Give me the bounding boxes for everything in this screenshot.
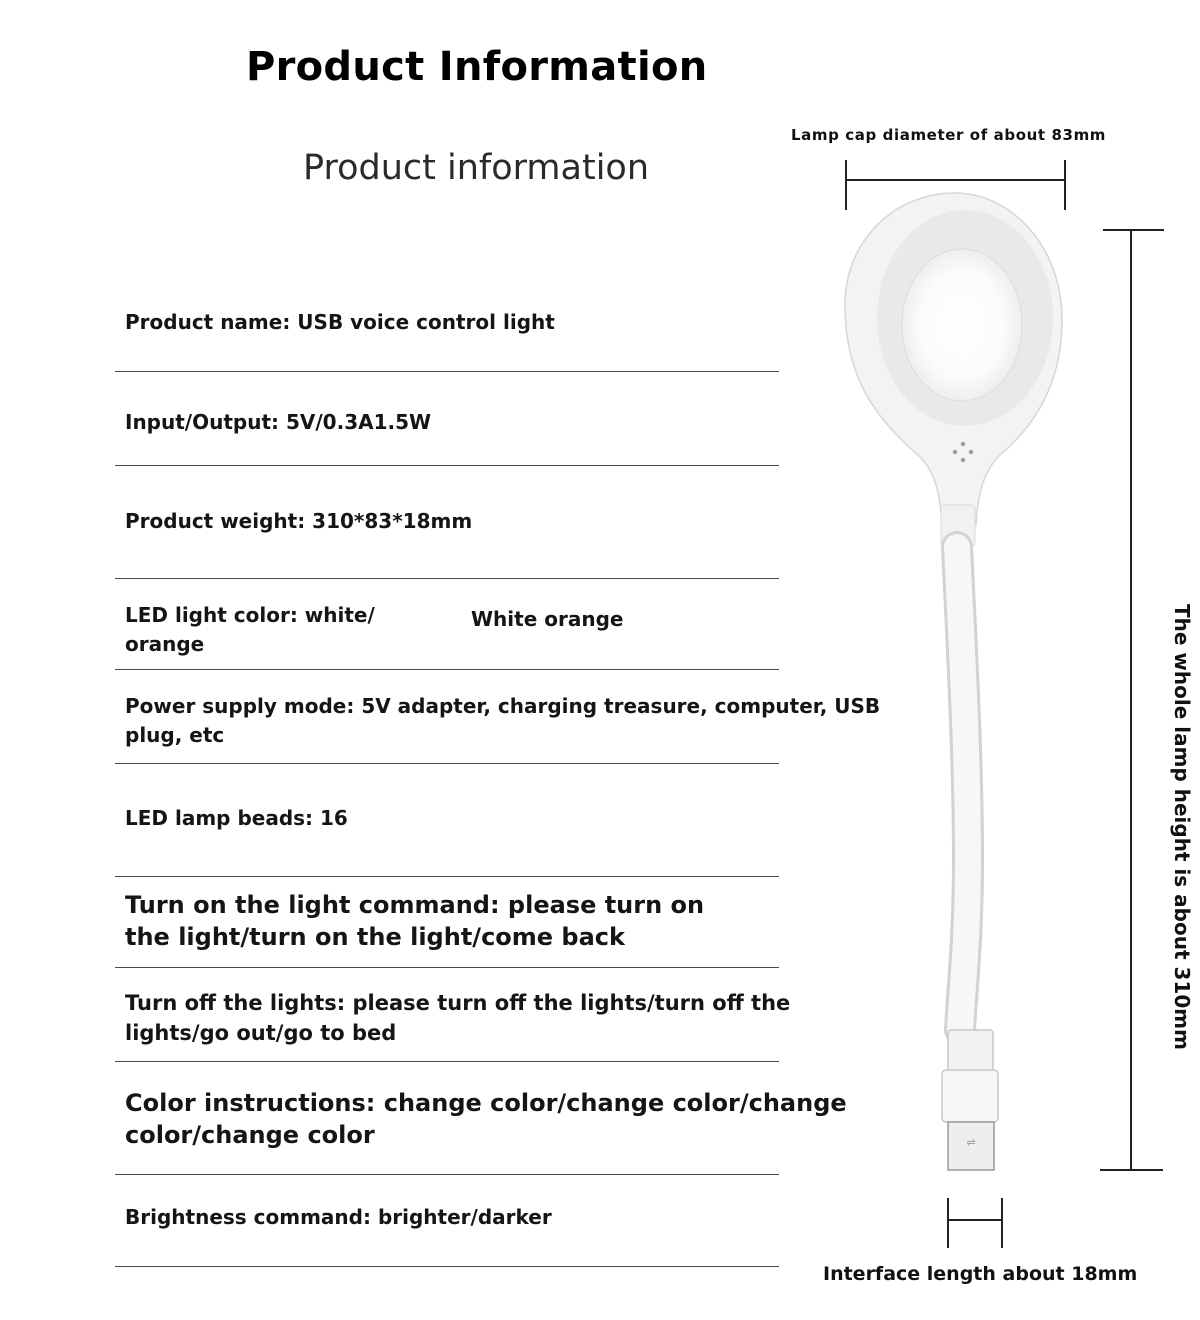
spec-brightness-command: Brightness command: brighter/darker [125, 1205, 552, 1229]
usb-plug [942, 1030, 998, 1170]
cap-diameter-label: Lamp cap diameter of about 83mm [791, 126, 1107, 144]
interface-length-label: Interface length about 18mm [823, 1263, 1138, 1285]
interface-dimension [948, 1198, 1002, 1248]
spec-power-supply: Power supply mode: 5V adapter, charging treasure, computer, USB plug, etc [125, 694, 881, 747]
spec-turn-off-command: Turn off the lights: please turn off the lights/turn off the lights/go out/go to bed [125, 991, 791, 1045]
height-label: The whole lamp height is about 310mm [1170, 604, 1194, 1050]
mic-hole-icon [961, 442, 965, 446]
spec-lamp-beads: LED lamp beads: 16 [125, 806, 348, 830]
lamp-head [845, 193, 1062, 547]
spec-turn-on-command: Turn on the light command: please turn on the light/turn on the light/come back [125, 891, 705, 951]
mic-hole-icon [961, 458, 965, 462]
color-options-label: White orange [471, 607, 624, 631]
usb-symbol-icon: ⇌ [966, 1136, 976, 1149]
spec-color-command: Color instructions: change color/change color/change color/change color [125, 1089, 847, 1149]
page-subtitle: Product information [303, 148, 650, 188]
spec-product-name: Product name: USB voice control light [125, 310, 555, 334]
mic-hole-icon [969, 450, 973, 454]
spec-product-weight: Product weight: 310*83*18mm [125, 509, 473, 533]
spec-led-color: LED light color: white/ orange [125, 603, 375, 656]
mic-hole-icon [953, 450, 957, 454]
page-title: Product Information [246, 44, 708, 90]
spec-input-output: Input/Output: 5V/0.3A1.5W [125, 410, 432, 434]
